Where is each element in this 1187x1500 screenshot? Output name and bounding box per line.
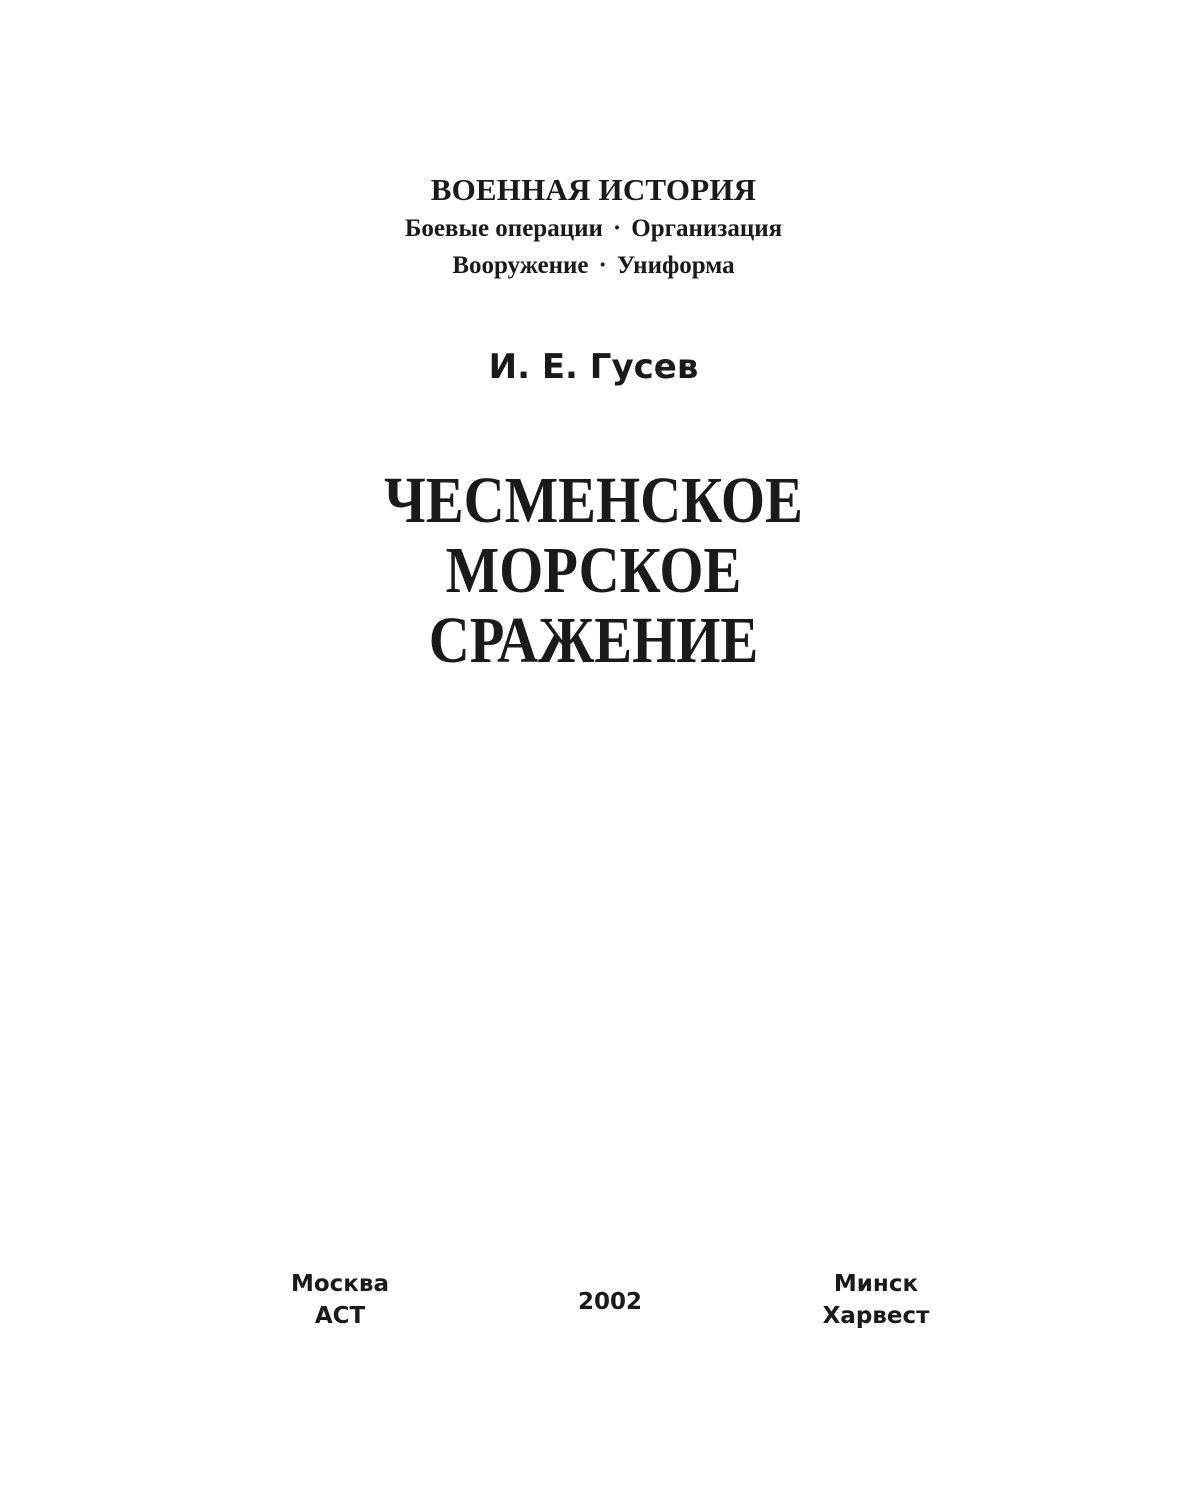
imprint-year [510,1286,710,1318]
book-title [0,466,1187,676]
book-title-line-1: ЧЕСМЕНСКОЕ [384,464,803,537]
imprint-publisher-right: Харвест [822,1303,930,1329]
series-title: ВОЕННАЯ ИСТОРИЯ [430,172,757,207]
series-subjects-line-2 [0,247,1187,284]
imprint-minsk [776,1268,976,1332]
series-block [0,170,1187,284]
author-name: И. Е. Гусев [488,347,699,387]
separator-dot: · [598,252,607,279]
imprint-city-right: Минск [833,1271,919,1297]
imprint-city-left: Москва [290,1271,389,1297]
book-title-line-3: СРАЖЕНИЕ [428,604,759,677]
separator-dot: · [612,215,622,242]
publication-year: 2002 [577,1289,642,1315]
series-subjects-line-1 [0,210,1187,247]
series-subject-armament: Вооружение [452,252,589,279]
imprint-publisher-left: АСТ [314,1303,366,1329]
book-title-line-2: МОРСКОЕ [445,534,742,607]
series-subject-organization: Организация [631,215,783,242]
series-subject-uniform: Униформа [616,252,735,279]
imprint-moscow [240,1268,440,1332]
series-subject-combat-operations: Боевые операции [404,215,603,242]
